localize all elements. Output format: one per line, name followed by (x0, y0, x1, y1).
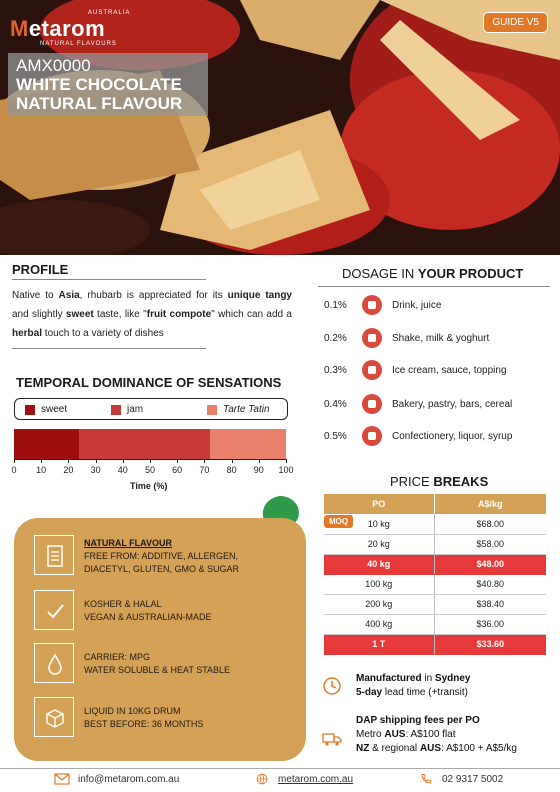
price-row-price: $40.80 (434, 574, 546, 594)
price-row-price: $33.60 (434, 634, 546, 654)
tds-tick (286, 459, 287, 463)
price-col-price: A$/kg (434, 494, 546, 514)
price-col-po: PO (324, 494, 434, 514)
feature-carrier (34, 643, 294, 683)
feature-kosher (34, 590, 294, 630)
candy-icon (362, 426, 382, 446)
logo-country: AUSTRALIA (88, 10, 131, 16)
profile-rule (12, 279, 206, 280)
price-row-po: 10 kg (324, 514, 434, 534)
price-row-po: 400 kg (324, 614, 434, 634)
dosage-row-shake: 0.2% Shake, milk & yoghurt (324, 327, 544, 349)
price-row-po: 40 kg (324, 554, 434, 574)
tds-tick-label: 70 (199, 465, 210, 475)
tds-tick-label: 90 (253, 465, 264, 475)
price-table (324, 494, 546, 655)
tds-tick (68, 459, 69, 463)
price-row (324, 614, 546, 634)
price-row (324, 514, 546, 534)
shipping-info: DAP shipping fees per PO Metro AUS: A$100 flat NZ & regional AUS: A$100 + A$5/kg (322, 714, 552, 758)
metarom-logo[interactable] (10, 10, 130, 50)
footer-website[interactable] (254, 773, 353, 785)
manufacturing-info: Manufactured in Sydney 5-day lead time (+transit) (322, 672, 552, 704)
tds-tick-label: 60 (172, 465, 183, 475)
product-name-line1: WHITE CHOCOLATE (16, 75, 182, 94)
product-name-line2: NATURAL FLAVOUR (16, 94, 183, 113)
price-row (324, 574, 546, 594)
shake-icon (362, 328, 382, 348)
hero-image (0, 0, 560, 255)
price-row (324, 554, 546, 574)
feature-packaging-text: LIQUID IN 10KG DRUM BEST BEFORE: 36 MONTHS (84, 706, 204, 729)
price-row-price: $68.00 (434, 514, 546, 534)
price-row (324, 634, 546, 654)
tds-segment-jam (79, 429, 210, 459)
dosage-title: DOSAGE IN YOUR PRODUCT (342, 266, 524, 281)
envelope-icon (54, 773, 70, 785)
legend-tarte-tatin: Tarte Tatin (207, 404, 270, 415)
tds-tick (177, 459, 178, 463)
tds-segment-sweet (14, 429, 79, 459)
tds-title: TEMPORAL DOMINANCE OF SENSATIONS (16, 375, 282, 390)
price-row-po: 1 T (324, 634, 434, 654)
tds-stacked-bar (14, 429, 286, 459)
price-row-price: $36.00 (434, 614, 546, 634)
tds-tick (232, 459, 233, 463)
moq-badge: MOQ (324, 515, 353, 528)
footer-email[interactable] (54, 773, 179, 785)
guide-version-badge: GUIDE V5 (483, 12, 548, 33)
ice-cream-icon (362, 360, 382, 380)
tds-tick-label: 100 (278, 465, 294, 475)
truck-icon (322, 728, 342, 748)
price-row (324, 534, 546, 554)
legend-swatch-tarte-tatin (207, 405, 217, 415)
feature-packaging (34, 697, 294, 737)
dosage-row-bakery: 0.4% Bakery, pastry, bars, cereal (324, 393, 544, 415)
tds-tick (259, 459, 260, 463)
tds-tick-label: 30 (90, 465, 101, 475)
tds-tick (204, 459, 205, 463)
product-code: AMX0000 (16, 56, 91, 75)
legend-sweet: sweet (25, 404, 67, 415)
cupcake-icon (362, 394, 382, 414)
tds-tick (150, 459, 151, 463)
email-link[interactable]: info@metarom.com.au (78, 773, 180, 785)
price-title: PRICE BREAKS (390, 474, 489, 489)
feature-carrier-text: CARRIER: MPG WATER SOLUBLE & HEAT STABLE (84, 652, 231, 675)
feature-kosher-text: KOSHER & HALAL VEGAN & AUSTRALIAN-MADE (84, 599, 212, 622)
dosage-row-icecream: 0.3% Ice cream, sauce, topping (324, 359, 544, 381)
checkmark-icon (34, 590, 74, 630)
tds-tick-label: 20 (63, 465, 74, 475)
legend-swatch-sweet (25, 405, 35, 415)
tds-tick-label: 40 (117, 465, 128, 475)
legend-swatch-jam (111, 405, 121, 415)
profile-description: Native to Asia, rhubarb is appreciated for its unique tangy and slightly sweet taste, like "fruit compote" which can add a herbal touch to a variety of dishes (12, 290, 292, 339)
tds-tick (123, 459, 124, 463)
phone-number[interactable]: 02 9317 5002 (442, 773, 504, 785)
footer-divider (0, 768, 560, 769)
tds-tick-label: 10 (36, 465, 47, 475)
feature-natural-text: NATURAL FLAVOUR FREE FROM: ADDITIVE, ALLERGEN, DIACETYL, GLUTEN, GMO & SUGAR (84, 538, 240, 574)
box-icon (34, 697, 74, 737)
price-row (324, 594, 546, 614)
footer-phone[interactable] (418, 773, 503, 785)
tds-tick (41, 459, 42, 463)
price-row-po: 20 kg (324, 534, 434, 554)
tds-tick (96, 459, 97, 463)
profile-title: PROFILE (12, 262, 69, 277)
dosage-rule (318, 286, 550, 287)
tds-tick (14, 459, 15, 463)
price-row-price: $38.40 (434, 594, 546, 614)
profile-bottom-rule (12, 348, 206, 349)
dosage-row-drink: 0.1% Drink, juice (324, 294, 544, 316)
tds-tick-label: 80 (226, 465, 237, 475)
price-row-price: $48.00 (434, 554, 546, 574)
tds-legend (14, 398, 288, 420)
tds-tick-label: 50 (144, 465, 156, 475)
document-icon (34, 535, 74, 575)
price-row-po: 200 kg (324, 594, 434, 614)
tds-tick-label: 0 (11, 465, 17, 475)
phone-icon (418, 773, 434, 785)
product-title-box (8, 53, 208, 116)
tds-x-axis-label: Time (%) (130, 481, 168, 491)
logo-wordmark: Metarom (10, 16, 106, 41)
price-row-price: $58.00 (434, 534, 546, 554)
website-link[interactable]: metarom.com.au (278, 773, 354, 785)
tds-segment-tarte-tatin (210, 429, 286, 459)
feature-natural (34, 535, 294, 575)
clock-icon (322, 676, 342, 696)
legend-jam: jam (111, 404, 143, 415)
drink-icon (362, 295, 382, 315)
logo-tagline: NATURAL FLAVOURS (40, 41, 117, 47)
globe-icon (254, 773, 270, 785)
dosage-row-confectionery: 0.5% Confectionery, liquor, syrup (324, 425, 544, 447)
droplet-icon (34, 643, 74, 683)
price-row-po: 100 kg (324, 574, 434, 594)
